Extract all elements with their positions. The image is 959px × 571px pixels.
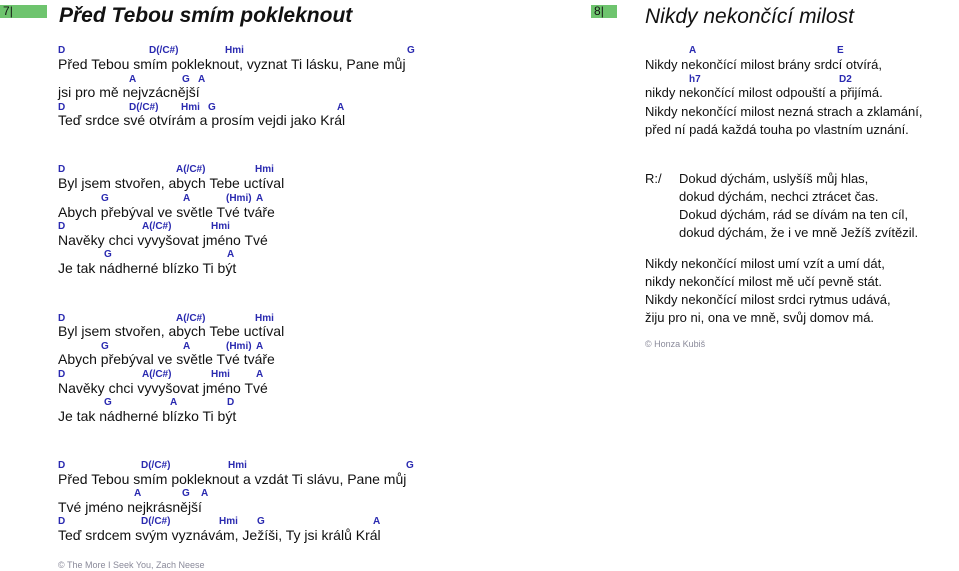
chord: Hmi <box>228 460 247 471</box>
chord: A <box>201 488 209 499</box>
chord: A <box>227 249 235 260</box>
chord: A(/C#) <box>142 369 172 380</box>
song-credit: © Honza Kubiš <box>645 339 706 349</box>
lyric-line: dokud dýchám, že i ve mně Ježíš zvítězil. <box>679 225 919 240</box>
song-number-badge: 7| <box>0 5 47 18</box>
chord: Hmi <box>255 313 274 324</box>
chord: A(/C#) <box>176 313 206 324</box>
song-title: Před Tebou smím pokleknout <box>59 4 353 27</box>
lyric-line: Teď srdce své otvírám a prosím vejdi jako Král <box>58 112 346 128</box>
chord: G <box>406 460 414 471</box>
chord: D <box>58 313 66 324</box>
lyric-line: Nikdy nekončící milost umí vzít a umí dát, <box>645 256 885 271</box>
chord: A(/C#) <box>176 164 206 175</box>
lyric-line: Abych přebýval ve světle Tvé tváře <box>58 351 275 367</box>
chord: G <box>182 488 190 499</box>
lyric-line: Navěky chci vyvyšovat jméno Tvé <box>58 380 268 396</box>
lyric-line: Je tak nádherné blízko Ti být <box>58 260 237 276</box>
lyric-line: žiju pro ni, ona ve mně, svůj domov má. <box>645 310 875 325</box>
lyric-line: Před Tebou smím pokleknout, vyznat Ti lásku, Pane můj <box>58 56 406 72</box>
chord: E <box>837 45 844 56</box>
lyric-line: před ní padá každá touha po vlastním uznání. <box>645 122 909 137</box>
chord: A <box>134 488 142 499</box>
chord: D(/C#) <box>141 460 171 471</box>
chord: A <box>337 102 345 113</box>
chord: G <box>407 45 415 56</box>
song-number-badge: 8| <box>591 5 617 18</box>
chord: A(/C#) <box>142 221 172 232</box>
chord: (Hmi) <box>226 341 252 352</box>
chord: A <box>198 74 206 85</box>
chord: A <box>256 193 264 204</box>
chord: G <box>104 397 112 408</box>
chord: Hmi <box>225 45 244 56</box>
chord: Hmi <box>211 221 230 232</box>
lyric-line: Abych přebýval ve světle Tvé tváře <box>58 204 275 220</box>
chord: A <box>373 516 381 527</box>
chord: D <box>58 221 66 232</box>
chord: D <box>58 460 66 471</box>
chord: G <box>101 341 109 352</box>
chord: D <box>58 516 66 527</box>
chord: A <box>170 397 178 408</box>
song-credit: © The More I Seek You, Zach Neese <box>58 560 205 570</box>
chord: Hmi <box>211 369 230 380</box>
chord: Hmi <box>181 102 200 113</box>
chord: G <box>104 249 112 260</box>
chord: A <box>129 74 137 85</box>
lyric-line: Nikdy nekončící milost brány srdcí otvírá, <box>645 57 882 72</box>
chord: Hmi <box>219 516 238 527</box>
song-title: Nikdy nekončící milost <box>645 5 854 28</box>
chord: G <box>208 102 216 113</box>
lyric-line: Tvé jméno nejkrásnější <box>58 499 202 515</box>
chord: G <box>101 193 109 204</box>
lyric-line: Byl jsem stvořen, abych Tebe uctíval <box>58 175 285 191</box>
chord: D(/C#) <box>129 102 159 113</box>
lyric-line: Dokud dýchám, uslyšíš můj hlas, <box>679 171 869 186</box>
chord: D <box>58 102 66 113</box>
chord: G <box>182 74 190 85</box>
chord: G <box>257 516 265 527</box>
chord: A <box>256 341 264 352</box>
refrain-label: R:/ <box>645 171 662 186</box>
lyric-line: nikdy nekončící milost mě učí pevně stát. <box>645 274 882 289</box>
lyric-line: Před Tebou smím pokleknout a vzdát Ti slávu, Pane můj <box>58 471 407 487</box>
chord: (Hmi) <box>226 193 252 204</box>
chord: A <box>183 341 191 352</box>
chord: D <box>227 397 235 408</box>
chord: h7 <box>689 74 701 85</box>
lyric-line: Nikdy nekončící milost srdci rytmus udává, <box>645 292 891 307</box>
lyric-line: Je tak nádherné blízko Ti být <box>58 408 237 424</box>
lyric-line: Dokud dýchám, rád se dívám na ten cíl, <box>679 207 909 222</box>
chord: D2 <box>839 74 852 85</box>
chord: A <box>183 193 191 204</box>
chord: D(/C#) <box>149 45 179 56</box>
lyric-line: Byl jsem stvořen, abych Tebe uctíval <box>58 323 285 339</box>
chord: A <box>689 45 697 56</box>
chord: D <box>58 45 66 56</box>
lyric-line: nikdy nekončící milost odpouští a přijímá. <box>645 85 883 100</box>
lyric-line: Navěky chci vyvyšovat jméno Tvé <box>58 232 268 248</box>
lyric-line: Teď srdcem svým vyznávám, Ježíši, Ty jsi králů Král <box>58 527 381 543</box>
lyric-line: jsi pro mě nejvzácnější <box>58 84 200 100</box>
chord: D <box>58 369 66 380</box>
chord: D(/C#) <box>141 516 171 527</box>
lyric-line: Nikdy nekončící milost nezná strach a zklamání, <box>645 104 923 119</box>
chord: A <box>256 369 264 380</box>
chord: Hmi <box>255 164 274 175</box>
lyric-line: dokud dýchám, nechci ztrácet čas. <box>679 189 879 204</box>
chord: D <box>58 164 66 175</box>
